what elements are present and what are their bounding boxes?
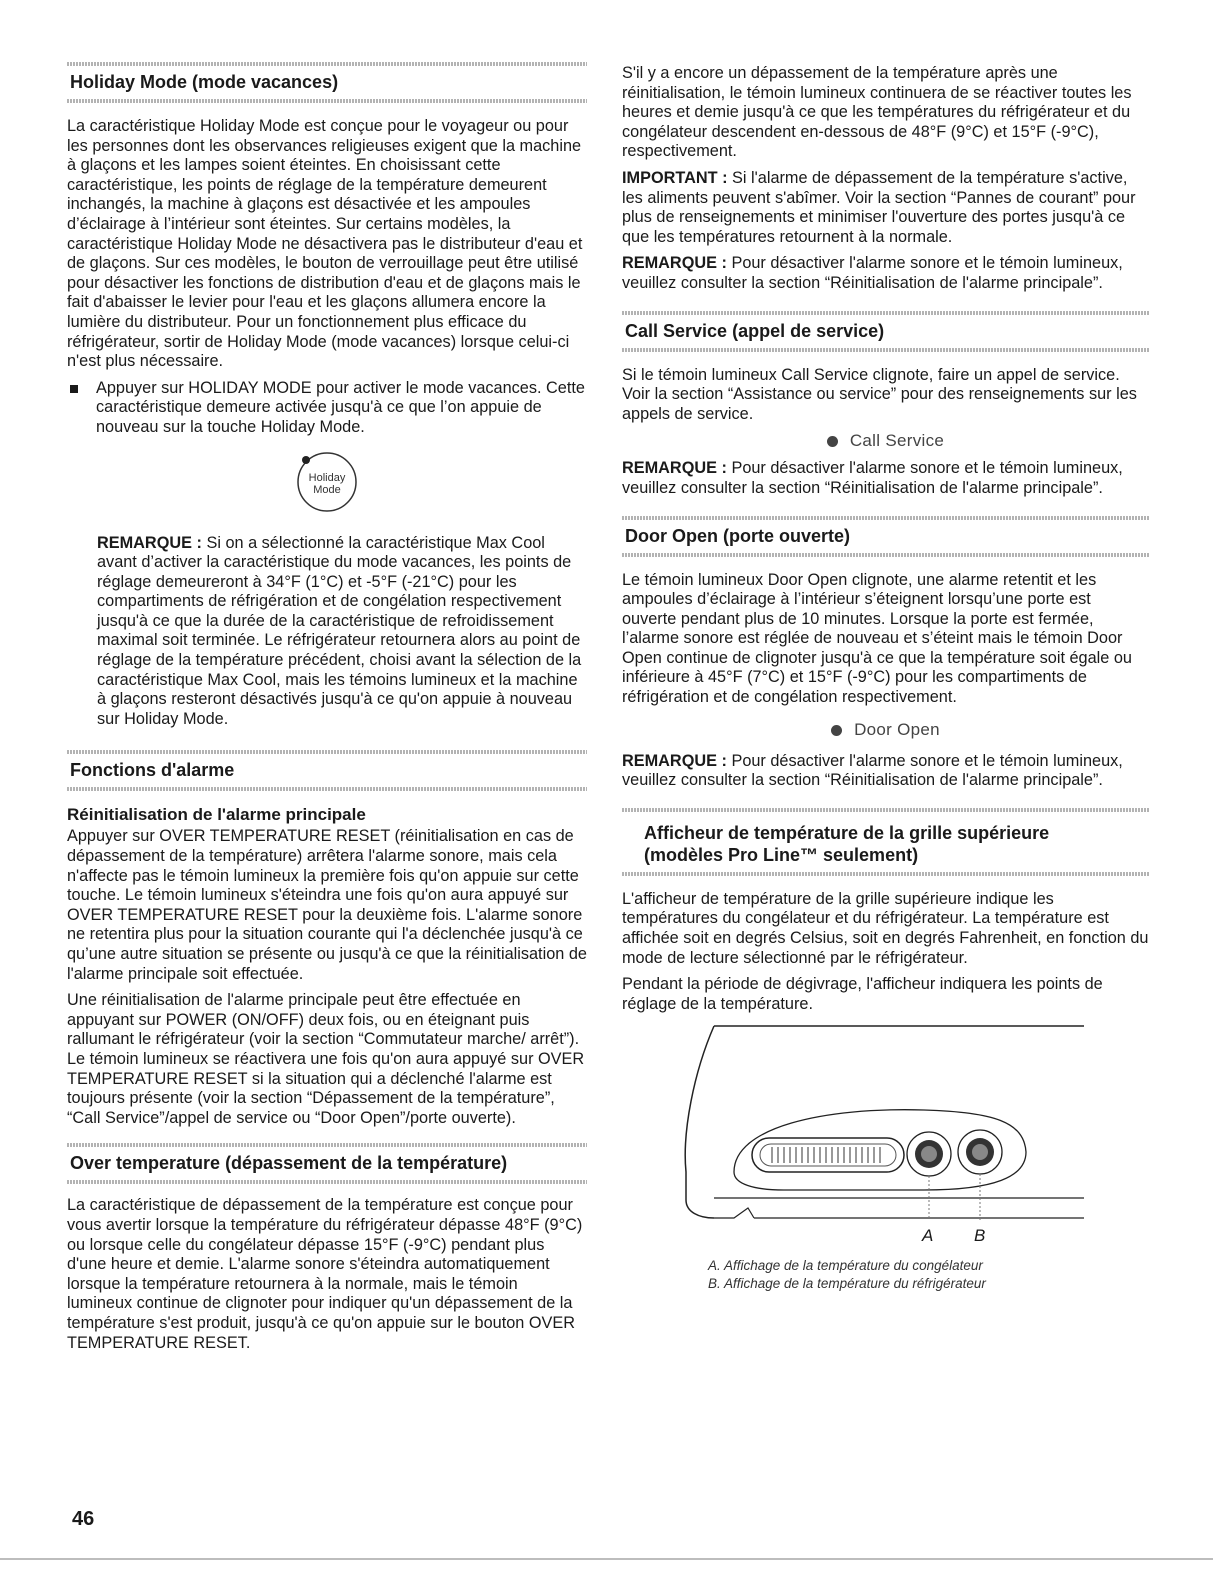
master-alarm-reset-paragraph-2: Une réinitialisation de l'alarme principale peut être effectuée en appuyant sur POWER (ON/OFF) deux fois, ou en éteignant puis rallumant le réfrigérateur (voir la section “Commutateur marche/ arrêt”). Le témoin lumineux se réactivera une fois qu'on aura appuyé sur OVER TEMPERATURE RESET si la situation qui a déclenché l'alarme est toujours présente (voir la section “Dépassement de la température”, “Call Service”/appel de service ou “Door Open”/porte ouverte). [67,991,585,1127]
section-rule [622,808,1149,812]
section-rule [622,348,1149,352]
indicator-light-icon [831,725,842,736]
over-temperature-paragraph-2: S'il y a encore un dépassement de la température après une réinitialisation, le témoin lumineux continuera de se réactiver toutes les heures et demie jusqu'à ce que les températures du réfrigérateur et du congélateur descendent en-dessous de 48°F (9°C) et 15°F (-9°C), respectivement. [622,64,1132,161]
over-temperature-paragraph: La caractéristique de dépassement de la température est conçue pour vous avertir lorsque la température du réfrigérateur dépasse 48°F (9°C) ou lorsque celle du congélateur dépasse 15°F (-9°C) pendant plus d'une heure et demie. L'alarme sonore s'éteindra automatiquement lorsque la température retournera à la normale, mais le témoin lumineux continue de clignoter pour indiquer qu'un dépassement de la température s'est produit, jusqu'à ce qu'on appuie sur le bouton OVER TEMPERATURE RESET. [67,1196,583,1352]
note-label: REMARQUE : [97,533,202,552]
call-service-note-text: Pour désactiver l'alarme sonore et le témoin lumineux, veuillez consulter la section “Réinitialisation de l'alarme principale”. [622,459,1123,497]
label-a: A [922,1226,934,1246]
bullet-square-icon [70,385,78,393]
alarm-functions-title: Fonctions d'alarme [70,760,235,781]
holiday-mode-note [97,534,587,730]
door-open-indicator [622,720,1149,740]
over-temperature-note-text: Pour désactiver l'alarme sonore et le témoin lumineux, veuillez consulter la section “Réinitialisation de l'alarme principale”. [622,254,1123,292]
section-rule [622,553,1149,557]
caption-a: A. Affichage de la température du congélateur [708,1258,983,1274]
section-rule [67,750,587,754]
grille-display-title-line-2: (modèles Pro Line™ seulement) [644,844,919,865]
label-b: B [974,1226,986,1246]
call-service-indicator [622,431,1149,451]
important-text: Si l'alarme de dépassement de la température s'active, les aliments peuvent s'abîmer. Voir la section “Pannes de courant” pour plus de renseignements et minimiser l'ouverture des portes jusqu'à ce que les températures retournent à la normale. [622,168,1136,246]
footer-rule [0,1558,1213,1560]
section-rule [67,99,587,103]
caption-b: B. Affichage de la température du réfrigérateur [708,1276,986,1292]
grille-display-paragraph-1: L'afficheur de température de la grille supérieure indique les températures du congélateur et du réfrigérateur. La température est affichée soit en degrés Celsius, soit en degrés Fahrenheit, en fonction du mode de lecture sélectionné par le réfrigérateur. [622,889,1149,967]
holiday-mode-title: Holiday Mode (mode vacances) [70,72,339,92]
grille-display-title-line-1: Afficheur de température de la grille supérieure [644,822,1050,843]
page-number: 46 [72,1508,95,1530]
holiday-mode-paragraph: La caractéristique Holiday Mode est conçue pour le voyageur ou pour les personnes dont les observances religieuses exigent que la machine à glaçons et les lampes soient éteintes. En choisissant cette caractéristique, les points de réglage de la température demeurent inchangés, la machine à glaçons est désactivée et les ampoules d’éclairage à l’intérieur sont éteintes. Sur certains modèles, la caractéristique Holiday Mode ne désactivera pas le distributeur d'eau et de glaçons. Sur ces modèles, le bouton de verrouillage peut être utilisé pour désactiver les fonctions de distribution d'eau et de glaçons mais le fait d'abaisser le levier pour l'eau et les glaçons allumera encore la lumière du distributeur. Pour un fonctionnement plus efficace du réfrigérateur, sortir de Holiday Mode (mode vacances) lorsque celui-ci n'est plus nécessaire. [67,117,583,371]
grille-display-illustration [622,1022,1149,1257]
grille-display-title [644,822,1149,866]
over-temperature-important [622,169,1149,247]
holiday-note-text: Si on a sélectionné la caractéristique Max Cool avant d’activer la caractéristique du mode vacances, les points de réglage demeureront à 34°F (1°C) et -5°F (-21°C) pour les compartiments de réfrigération et de congélation respectivement jusqu'à ce que la durée de la caractéristique de refroidissement maximal soit terminée. Le réfrigérateur retournera alors au point de réglage de la température précédent, choisi avant la sélection de la caractéristique Max Cool, mais les témoins lumineux et la machine à glaçons resteront désactivés jusqu'à ce qu'on appuie à nouveau sur Holiday Mode. [97,533,582,728]
important-label: IMPORTANT : [622,168,728,187]
call-service-paragraph: Si le témoin lumineux Call Service clignote, faire un appel de service. Voir la section “Assistance ou service” pour des renseignements sur les appels de service. [622,365,1137,423]
master-alarm-reset-paragraph-1: Appuyer sur OVER TEMPERATURE RESET (réinitialisation en cas de dépassement de la température) arrêtera l'alarme sonore, mais cela n'affecte pas le témoin lumineux la première fois qu'on appuie sur cette touche. Le témoin lumineux s'éteindra une fois qu'on aura appuyé sur OVER TEMPERATURE RESET pour la deuxième fois. L'alarme sonore ne retentira plus pour la situation courante qui l'a déclenchée jusqu'à ce qu’une autre situation se présente ou jusqu'à ce que la réinitialisation de l'alarme principale soit effectuée. [67,827,587,983]
grille-display-paragraph-2: Pendant la période de dégivrage, l'afficheur indiquera les points de réglage de la température. [622,975,1103,1013]
call-service-title: Call Service (appel de service) [625,320,885,341]
section-rule [622,311,1149,315]
holiday-mode-button-icon [292,448,362,514]
left-column [67,62,587,1360]
door-open-note-text: Pour désactiver l'alarme sonore et le témoin lumineux, veuillez consulter la section “Réinitialisation de l'alarme principale”. [622,751,1123,790]
note-label: REMARQUE : [622,254,727,273]
section-rule [67,787,587,791]
door-open-title: Door Open (porte ouverte) [625,525,851,546]
right-column [622,64,1149,1293]
master-alarm-reset-title: Réinitialisation de l'alarme principale [67,805,366,825]
door-open-indicator-label: Door Open [854,719,940,739]
over-temperature-note [622,254,1149,293]
section-rule [67,1143,587,1147]
door-open-paragraph: Le témoin lumineux Door Open clignote, une alarme retentit et les ampoules d’éclairage à l’intérieur s’éteignent lorsqu’une porte est ouverte pendant plus de 10 minutes. Lorsque la porte est fermée, l’alarme sonore est réglée de nouveau et s’éteint mais le témoin Door Open continue de clignoter jusqu'à ce que la température soit égale ou inférieure à 45°F (7°C) et 15°F (-9°C) pour les compartiments de réfrigération et de congélation respectivement. [622,570,1132,707]
grille-display-diagram [674,1022,1094,1227]
note-label: REMARQUE : [622,459,727,478]
note-label: REMARQUE : [622,751,727,770]
holiday-mode-bullet-text: Appuyer sur HOLIDAY MODE pour activer le mode vacances. Cette caractéristique demeure activée jusqu'à ce que l’on appuie de nouveau sur la touche Holiday Mode. [96,378,585,436]
over-temperature-title: Over temperature (dépassement de la température) [70,1153,508,1174]
section-rule [67,1180,587,1184]
holiday-mode-bullet [67,379,587,438]
holiday-button-label-2: Mode [313,483,341,496]
door-open-note [622,752,1149,791]
call-service-indicator-label: Call Service [849,431,945,451]
section-rule [622,516,1149,520]
indicator-light-icon [827,436,838,447]
section-rule [67,62,587,66]
section-rule [622,872,1149,876]
call-service-note [622,459,1149,498]
holiday-mode-button-illustration [67,448,587,514]
holiday-button-label-1: Holiday [308,471,346,484]
